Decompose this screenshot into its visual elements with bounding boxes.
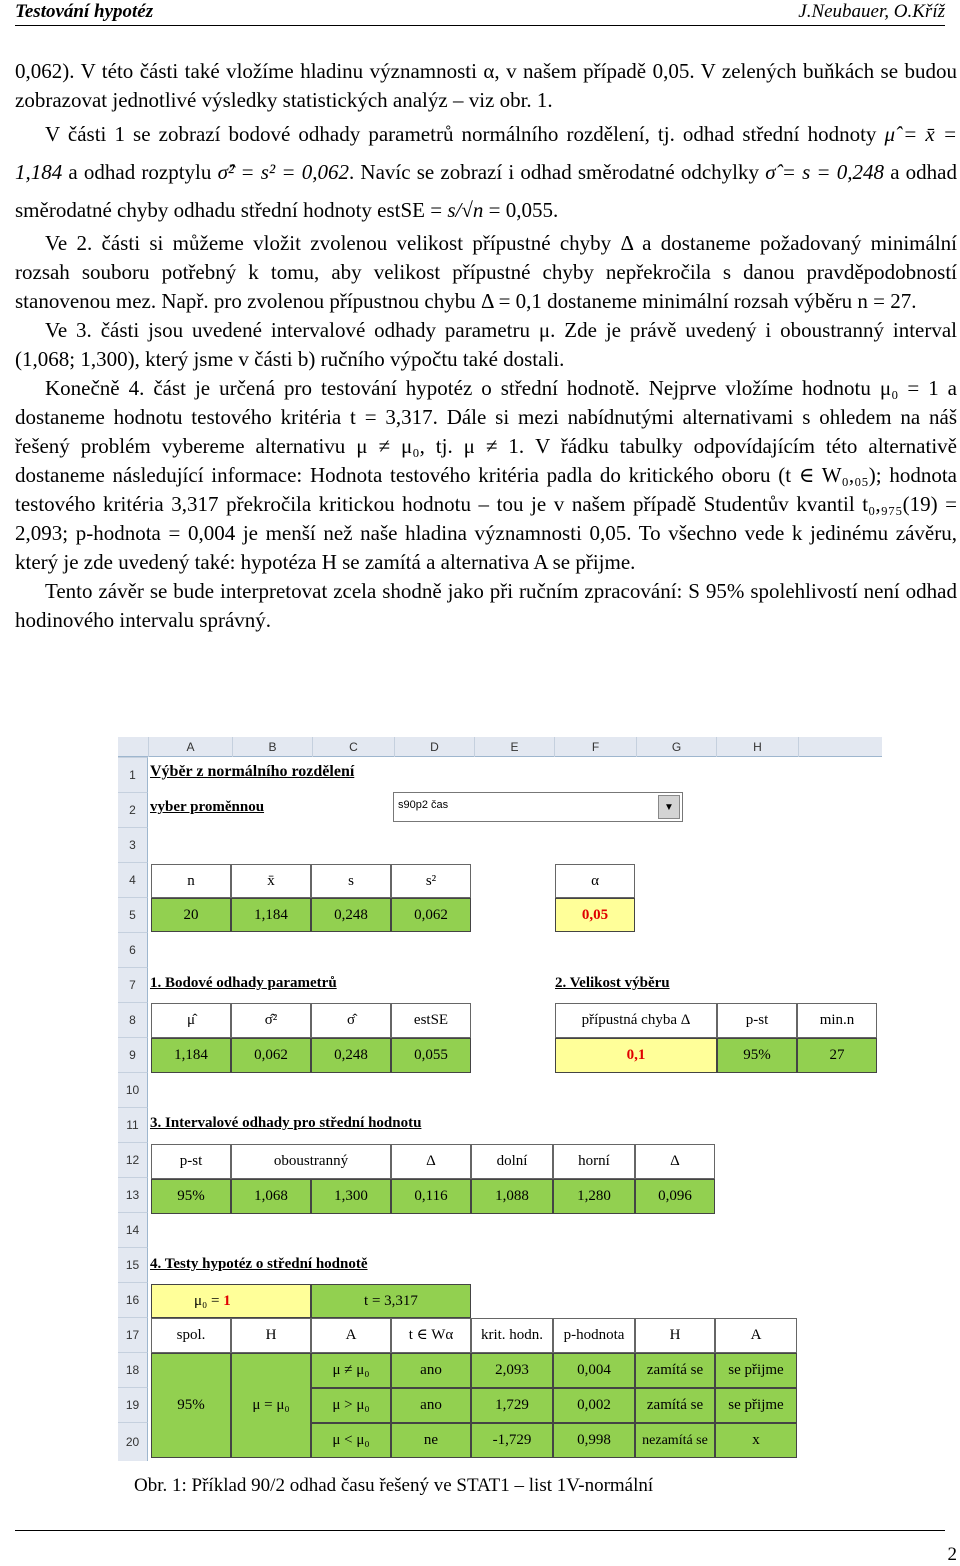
- paragraph-5: Konečně 4. část je určená pro testování hypotéz o střední hodnotě. Nejprve vložíme hodnotu μ₀ = 1 a dostaneme hodnotu testového kritéria t = 3,317. Dále si mezi nabídnutými alternativami s ohledem na náš řešený problém vybereme alternativu μ ≠ μ₀, tj. μ ≠ 1. V řádku tabulky odpovídajícím této alternativě dostaneme následující informace: Hodnota testového kritéria padla do kritického oboru (t ∈ W₀,₀₅); hodnota testového kritéria 3,317 překročila kritickou hodnotu – tou je v našem případě Studentův kvantil t₀,₉₇₅(19) = 2,093; p-hodnota = 0,004 je menší než naše hladina významnosti 0,05. To všechno vede k jedinému závěru, který je zde uvedený také: hypotéza H se zamítá a alternativa A se přijme.: [15, 376, 957, 574]
- header-authors: J.Neubauer, O.Kříž: [798, 1, 945, 22]
- mu0-value: 1: [223, 1293, 231, 1309]
- column-header-h[interactable]: H: [716, 737, 798, 757]
- sec1-value-mu: 1,184: [151, 1038, 231, 1073]
- sec4-value-h: μ = μ₀: [231, 1353, 311, 1458]
- sec1-header-sigma: σ̂: [311, 1003, 391, 1038]
- row-header-20[interactable]: 20: [118, 1422, 148, 1461]
- sec3-header-lower: dolní: [471, 1144, 553, 1179]
- variable-select-value: s90p2 čas: [398, 799, 449, 811]
- paragraph-2: [15, 115, 957, 229]
- row-header-15[interactable]: 15: [118, 1247, 148, 1282]
- section-1-title: 1. Bodové odhady parametrů: [150, 975, 337, 991]
- sec3-value-delta-2: 0,096: [635, 1179, 715, 1214]
- sheet-title: Výběr z normálního rozdělení: [150, 763, 355, 780]
- sec4-header-crit: krit. hodn.: [471, 1318, 553, 1353]
- row-header-12[interactable]: 12: [118, 1142, 148, 1177]
- sec4-header-h: H: [231, 1318, 311, 1353]
- body-text: [15, 57, 957, 635]
- paragraph-1: 0,062). V této části také vložíme hladinu významnosti α, v našem případě 0,05. V zelených buňkách se budou zobrazovat jednotlivé výsledky statistických analýz – viz obr. 1.: [15, 59, 957, 112]
- test-row-1-p: 0,004: [553, 1353, 635, 1388]
- column-header-i: [798, 737, 882, 757]
- mu0-label: μ₀ =: [194, 1293, 224, 1309]
- chevron-down-icon[interactable]: ▼: [658, 795, 680, 819]
- value-n: 20: [151, 898, 231, 932]
- column-header-bar: [118, 737, 882, 757]
- mu0-input[interactable]: [151, 1284, 311, 1318]
- column-header-g[interactable]: G: [636, 737, 716, 757]
- column-header-f[interactable]: F: [554, 737, 636, 757]
- column-header-b[interactable]: B: [232, 737, 312, 757]
- p2-sigma-estimate: σ̂ = s = 0,248: [765, 160, 885, 184]
- test-row-3-a: x: [715, 1423, 797, 1458]
- p2-text-a: V části 1 se zobrazí bodové odhady parametrů normálního rozdělení, tj. odhad střední hodnoty: [45, 122, 885, 146]
- variable-select[interactable]: [393, 792, 683, 822]
- test-row-1-a: se přijme: [715, 1353, 797, 1388]
- figure-caption: Obr. 1: Příklad 90/2 odhad času řešený ve STAT1 – list 1V-normální: [134, 1475, 654, 1496]
- test-row-2-crit: 1,729: [471, 1388, 553, 1423]
- paragraph-4: Ve 3. části jsou uvedené intervalové odhady parametru μ. Zde je právě uvedený i oboustranný interval (1,068; 1,300), který jsme v části b) ručního výpočtu také dostali.: [15, 318, 957, 371]
- test-row-3-crit: -1,729: [471, 1423, 553, 1458]
- test-row-1-alt: μ ≠ μ₀: [311, 1353, 391, 1388]
- sec3-header-two-sided: oboustranný: [231, 1144, 391, 1179]
- row-header-11[interactable]: 11: [118, 1107, 148, 1142]
- sec3-value-lower-2s: 1,068: [231, 1179, 311, 1214]
- sec4-header-a-result: A: [715, 1318, 797, 1353]
- sec1-header-mu: μ̂: [151, 1003, 231, 1038]
- column-header-d[interactable]: D: [394, 737, 474, 757]
- sec4-header-a: A: [311, 1318, 391, 1353]
- sec4-header-h-result: H: [635, 1318, 715, 1353]
- section-2-title: 2. Velikost výběru: [555, 975, 670, 991]
- header-xbar: x̄: [231, 864, 311, 898]
- value-xbar: 1,184: [231, 898, 311, 932]
- test-row-3-inw: ne: [391, 1423, 471, 1458]
- p2-text-g: a odhad směrodatné chyby odhadu střední hodnoty estSE =: [15, 160, 958, 222]
- sec3-value-upper-2s: 1,300: [311, 1179, 391, 1214]
- sec3-value-upper: 1,280: [553, 1179, 635, 1214]
- sec3-header-delta-2: Δ: [635, 1144, 715, 1179]
- p2-text-c: a odhad rozptylu: [62, 160, 218, 184]
- spreadsheet-figure: [118, 737, 882, 1461]
- section-3-title: 3. Intervalové odhady pro střední hodnotu: [150, 1115, 422, 1131]
- sec1-header-estse: estSE: [391, 1003, 471, 1038]
- header-s2: s²: [391, 864, 471, 898]
- row-header-6[interactable]: 6: [118, 932, 148, 967]
- column-header-e[interactable]: E: [474, 737, 554, 757]
- sec2-header-pst: p-st: [717, 1003, 797, 1038]
- test-row-1-crit: 2,093: [471, 1353, 553, 1388]
- row-header-8[interactable]: 8: [118, 1002, 148, 1037]
- column-header-c[interactable]: C: [312, 737, 394, 757]
- row-header-3[interactable]: 3: [118, 827, 148, 862]
- page-number: 2: [947, 1544, 957, 1565]
- test-row-1-h: zamítá se: [635, 1353, 715, 1388]
- row-header-9[interactable]: 9: [118, 1037, 148, 1072]
- row-header-16[interactable]: 16: [118, 1282, 148, 1317]
- test-row-3-h: nezamítá se: [635, 1423, 715, 1458]
- value-s2: 0,062: [391, 898, 471, 932]
- row-header-19[interactable]: 19: [118, 1387, 148, 1422]
- row-header-18[interactable]: 18: [118, 1352, 148, 1387]
- p2-text-e: . Navíc se zobrazí i odhad směrodatné odchylky: [349, 160, 766, 184]
- paragraph-6: Tento závěr se bude interpretovat zcela shodně jako při ručním zpracování: S 95% spolehlivostí není odhad hodinového intervalu správný.: [15, 579, 957, 632]
- header-n: n: [151, 864, 231, 898]
- row-header-17[interactable]: 17: [118, 1317, 148, 1352]
- p2-variance-estimate: σ̂² = s² = 0,062: [217, 160, 349, 184]
- test-row-2-inw: ano: [391, 1388, 471, 1423]
- sec3-header-upper: horní: [553, 1144, 635, 1179]
- t-statistic: t = 3,317: [311, 1284, 471, 1318]
- sec4-header-pvalue: p-hodnota: [553, 1318, 635, 1353]
- test-row-2-a: se přijme: [715, 1388, 797, 1423]
- value-s: 0,248: [311, 898, 391, 932]
- sec1-value-var: 0,062: [231, 1038, 311, 1073]
- row-header-5[interactable]: 5: [118, 897, 148, 932]
- sec1-value-sigma: 0,248: [311, 1038, 391, 1073]
- row-header-14[interactable]: 14: [118, 1212, 148, 1247]
- test-row-2-h: zamítá se: [635, 1388, 715, 1423]
- sec1-value-estse: 0,055: [391, 1038, 471, 1073]
- sec3-header-delta-1: Δ: [391, 1144, 471, 1179]
- sec4-header-t-in-w: t ∈ Wα: [391, 1318, 471, 1353]
- row-header-10[interactable]: 10: [118, 1072, 148, 1107]
- sec1-header-var: σ̂²: [231, 1003, 311, 1038]
- test-row-3-alt: μ < μ₀: [311, 1423, 391, 1458]
- test-row-2-alt: μ > μ₀: [311, 1388, 391, 1423]
- p2-text-i: = 0,055.: [483, 198, 559, 222]
- sec3-header-pst: p-st: [151, 1144, 231, 1179]
- sec2-value-minn: 27: [797, 1038, 877, 1073]
- p2-se-formula: s/√n: [447, 198, 484, 222]
- footer-rule: [15, 1530, 945, 1531]
- paragraph-3: Ve 2. části si můžeme vložit zvolenou velikost přípustné chyby Δ a dostaneme požadovaný minimální rozsah souboru potřebný k tomu, aby velikost přípustné chyby nepřekročila s danou pravděpodobností stanovenou mez. Např. pro zvolenou přípustnou chybu Δ = 0,1 dostaneme minimální rozsah výběru n = 27.: [15, 231, 957, 313]
- page-header: [15, 0, 945, 26]
- row-header-13[interactable]: 13: [118, 1177, 148, 1212]
- header-s: s: [311, 864, 391, 898]
- row-header-7[interactable]: 7: [118, 967, 148, 1002]
- sec4-value-pst: 95%: [151, 1353, 231, 1458]
- row-header-1[interactable]: 1: [118, 757, 148, 792]
- variable-label: vyber proměnnou: [150, 799, 265, 815]
- sec2-error-input[interactable]: 0,1: [555, 1038, 717, 1073]
- sec3-value-pst: 95%: [151, 1179, 231, 1214]
- test-row-2-p: 0,002: [553, 1388, 635, 1423]
- column-header-a[interactable]: A: [148, 737, 232, 757]
- section-4-title: 4. Testy hypotéz o střední hodnotě: [150, 1256, 368, 1272]
- header-title: Testování hypotéz: [15, 1, 154, 22]
- sec3-value-lower: 1,088: [471, 1179, 553, 1214]
- test-row-1-inw: ano: [391, 1353, 471, 1388]
- sec4-header-pst: spol.: [151, 1318, 231, 1353]
- sec2-header-minn: min.n: [797, 1003, 877, 1038]
- row-header-2[interactable]: 2: [118, 792, 148, 827]
- p2-mu-estimate: μ̂ = x̄ = 1,184: [15, 122, 957, 184]
- test-row-3-p: 0,998: [553, 1423, 635, 1458]
- sec2-value-pst: 95%: [717, 1038, 797, 1073]
- sec3-value-delta-1: 0,116: [391, 1179, 471, 1214]
- sec2-header-error: přípustná chyba Δ: [555, 1003, 717, 1038]
- row-header-4[interactable]: 4: [118, 862, 148, 897]
- header-alpha: α: [555, 864, 635, 898]
- alpha-input[interactable]: 0,05: [555, 898, 635, 932]
